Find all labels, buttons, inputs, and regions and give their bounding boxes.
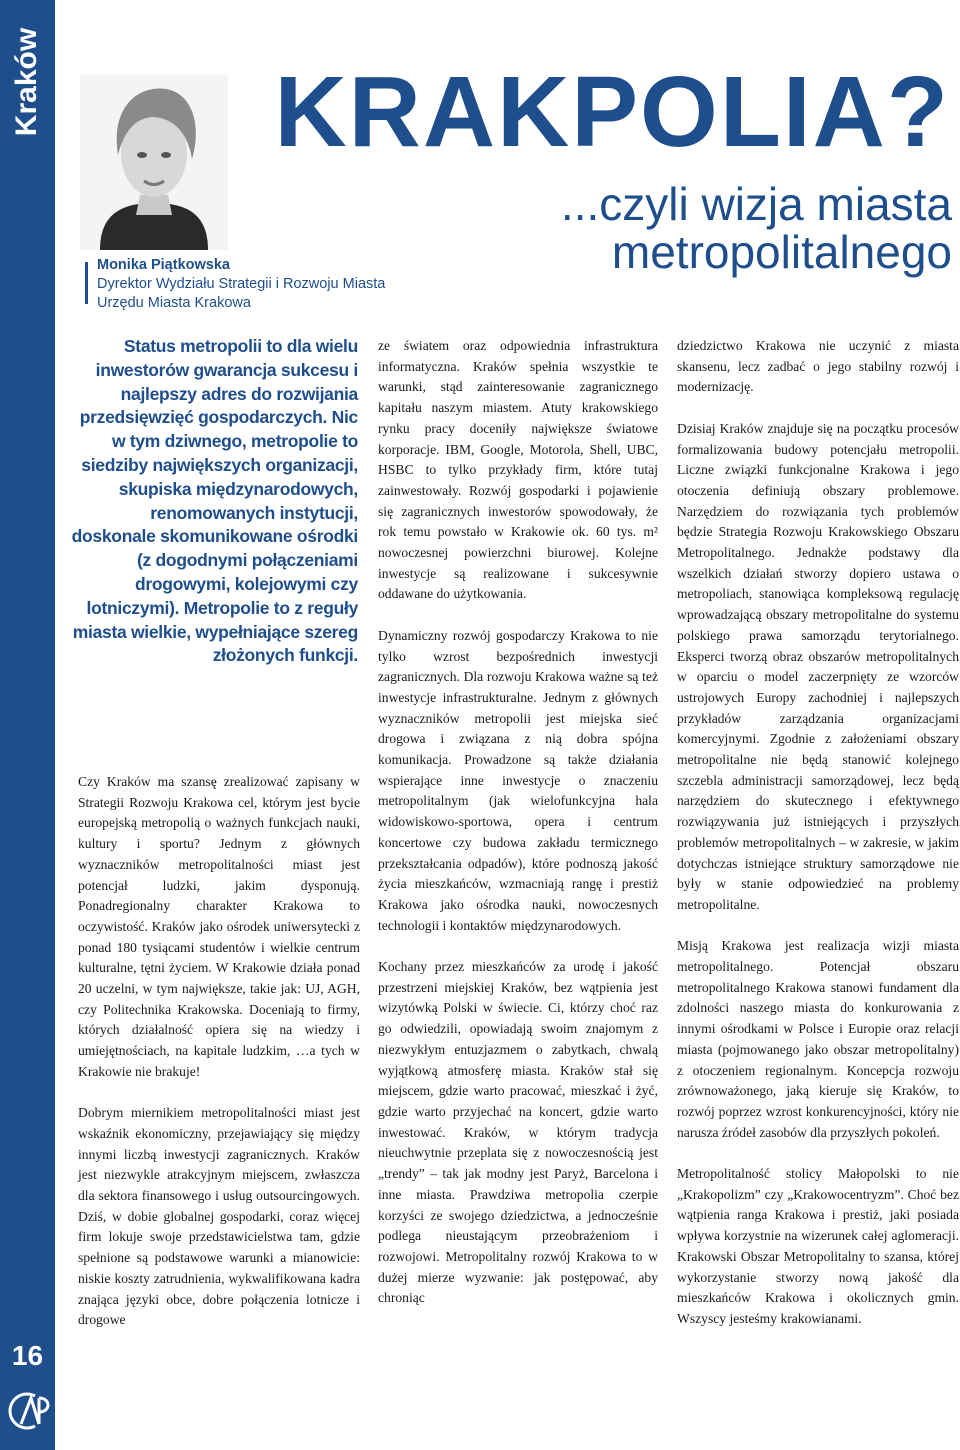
paragraph: Dobrym miernikiem metropolitalności miast jest wskaźnik ekonomiczny, przejawiający się między innymi liczbą inwestycji zagranicznych. Kraków jest niezwykle atrakcyjnym miejscem, zwłaszcza dla sektora finansowego i usług outsourcingowych. Dziś, w dobie globalnej gospodarki, coraz więcej firm lokuje swoje przedstawicielstwa tam, gdzie spełnione są podstawowe warunki a mianowicie: niskie koszty zatrudnienia, wykwalifikowana kadra znająca języki obce, dobre połączenia lotnicze i drogowe [78,1105,360,1328]
body-column-3 [677,336,959,1350]
lead-paragraph: Status metropolii to dla wielu inwestorów gwarancja sukcesu i najlepszy adres do rozwijania przedsięwzięć gospodarczych. Nic w tym dziwnego, metropolie to siedziby największych organizacji, skupiska międzynarodowych, renomowanych instytucji, doskonale skomunikowane ośrodki (z dogodnymi połączeniami drogowymi, kolejowymi czy lotniczymi). Metropolie to z reguły miasta wielkie, wypełniające szereg złożonych funkcji. [71,336,358,666]
page-number: 16 [11,1340,44,1371]
paragraph: ze światem oraz odpowiednia infrastruktura informatyczna. Kraków spełnia wszystkie te warunki, stąd zainteresowanie zagranicznego kapitału naszym miastem. Atuty krakowskiego rynku pracy doceniły największe światowe korporacje. IBM, Google, Motorola, Shell, UBC, HSBC to tylko przykłady firm, które tutaj zainwestowały. Rozwój gospodarki i pojawienie się zagranicznych inwestorów spowodowały, że rok temu powstało w Krakowie ok. 60 tys. m² nowoczesnej powierzchni biurowej. Kolejne inwestycje są realizowane i sukcesywnie oddawane do użytkowania. [378,338,658,602]
body-column-1 [78,772,360,1352]
article-title: KRAKPOLIA? [274,56,950,168]
author-portrait [80,75,228,250]
article-subtitle: ...czyli wizja miasta metropolitalnego [560,178,952,278]
paragraph: Misją Krakowa jest realizacja wizji miasta metropolitalnego. Potencjał obszaru metropolitalnego Krakowa stanowi fundament dla zdolności naszego miasta do konkurowania z innymi ośrodkami w Polsce i Europie oraz relacji miasta (pojmowanego jako obszar metropolitalny) z otoczeniem regionalnym. Koncepcja rozwoju zrównoważonego, jaką kieruje się Kraków, to rozwój poprzez wzrost konkurencyjności, który nie narusza źródeł zasobów dla przyszłych pokoleń. [677,938,959,1140]
author-office: Urzędu Miasta Krakowa [97,295,251,311]
publisher-logo-icon [5,1388,51,1434]
paragraph: Dzisiaj Kraków znajduje się na początku procesów formalizowania budowy potencjału metropolii. Liczne związki funkcjonalne Krakowa i jego otoczenia definiują obszary problemowe. Narzędziem do rozwiązania tych problemów będzie Strategia Rozwoju Krakowskiego Obszaru Metropolitalnego. Jednakże podstawy dla wszelkich działań stworzy dopiero ustawa o metropoliach, stanowiąca kompleksową regulację wprowadzającą obszary metropolitalne do systemu polskiego prawa samorządu terytorialnego. Eksperci tworzą obraz obszarów metropolitalnych w oparciu o model zaczerpnięty ze wzorców ustrojowych Europy zachodniej i najlepszych przykładów zarządzania organizacjami komercyjnymi. Zgodnie z założeniami obszary metropolitalne nie będą stanowić kolejnego szczebla administracji samorządowej, lecz będą narzędziem do skutecznego i efektywnego rozwiązywania już istniejących i przyszłych problemów metropolitalnych – w zakresie, w jakim dotychczas istniejące struktury samorządowe nie były w stanie odpowiedzieć na problemy metropolitalne. [677,420,959,912]
paragraph: Czy Kraków ma szansę zrealizować zapisany w Strategii Rozwoju Krakowa cel, którym jest bycie europejską metropolią o ważnych funkcjach nauki, kultury i sportu? Jednym z głównych wyznaczników metropolitalności miast jest potencjał ludzki, jakim dysponują. Ponadregionalny charakter Krakowa to oczywistość. Kraków jako ośrodek uniwersytecki z ponad 180 tysiącami studentów i wielkie centrum kulturalne, tętni życiem. W Krakowie działa ponad 20 uczelni, w tym największe, takie jak: UJ, AGH, czy Politechnika Krakowska. Doceniają to firmy, których działalność opiera się na wiedzy i umiejętnościach, na kapitale ludzkim, …a tych w Krakowie nie brakuje! [78,774,360,1079]
section-label: Kraków [10,27,43,137]
author-block [97,256,385,313]
paragraph: dziedzictwo Krakowa nie uczynić z miasta skansenu, lecz zadbać o jego stabilny rozwój i modernizację. [677,338,959,395]
paragraph: Metropolitalność stolicy Małopolski to nie „Krakopolizm” czy „Krakowocentryzm”. Choć bez wątpienia ranga Krakowa i prestiż, jaki posiada wpływa korzystnie na wizerunek całej aglomeracji. Krakowski Obszar Metropolitalny to szansa, której wykorzystanie stworzy nową jakość dla mieszkańców Krakowa i okolicznych gmin. Wszyscy jesteśmy krakowianami. [677,1166,959,1326]
paragraph: Dynamiczny rozwój gospodarczy Krakowa to nie tylko wzrost bezpośrednich inwestycji zagranicznych. Dla rozwoju Krakowa ważne są też inwestycje infrastrukturalne. Jednym z głównych wyznaczników metropolii jest miejska sieć drogowa i związana z nią dobra spójna komunikacja. Prowadzone są także działania wspierające inne inwestycje o znaczeniu metropolitalnym (jak wielofunkcyjna hala widowiskowo-sportowa, opera i centrum koncertowe czy budowa zakładu termicznego przekształcania odpadów), które podnoszą jakość życia mieszkańców, wzmacniają rangę i prestiż Krakowa jako ośrodka nauki, nowoczesnych technologii i kontaktów międzynarodowych. [378,627,658,933]
author-rule [85,262,88,304]
paragraph: Kochany przez mieszkańców za urodę i jakość przestrzeni miejskiej Kraków, bez wątpienia jest wizytówką Polski w świecie. Ci, którzy choć raz go odwiedzili, opowiadają swoim znajomym z niezwykłym entuzjazmem o zabytkach, chwalą wyjątkową atmosferę miasta. Kraków stał się miejscem, gdzie warto pracować, mieszkać i żyć, gdzie warto przyjechać na koncert, gdzie warto inwestować. Kraków, w którym tradycja nieuchwytnie przeplata się z nowoczesnością jest „trendy” – tak jak modny jest Paryż, Barcelona i inne miasta. Prawdziwa metropolia czerpie korzyści ze swojego dziedzictwa, a jednocześnie podlega nieustającym przeobrażeniom i rozwojowi. Metropolitalny rozwój Krakowa to w dużej mierze wyzwanie: jak postępować, aby chroniąc [378,959,658,1306]
author-name: Monika Piątkowska [97,257,230,273]
author-role: Dyrektor Wydziału Strategii i Rozwoju Miasta [97,276,386,292]
body-column-2 [378,336,658,1330]
sidebar [0,0,55,1450]
